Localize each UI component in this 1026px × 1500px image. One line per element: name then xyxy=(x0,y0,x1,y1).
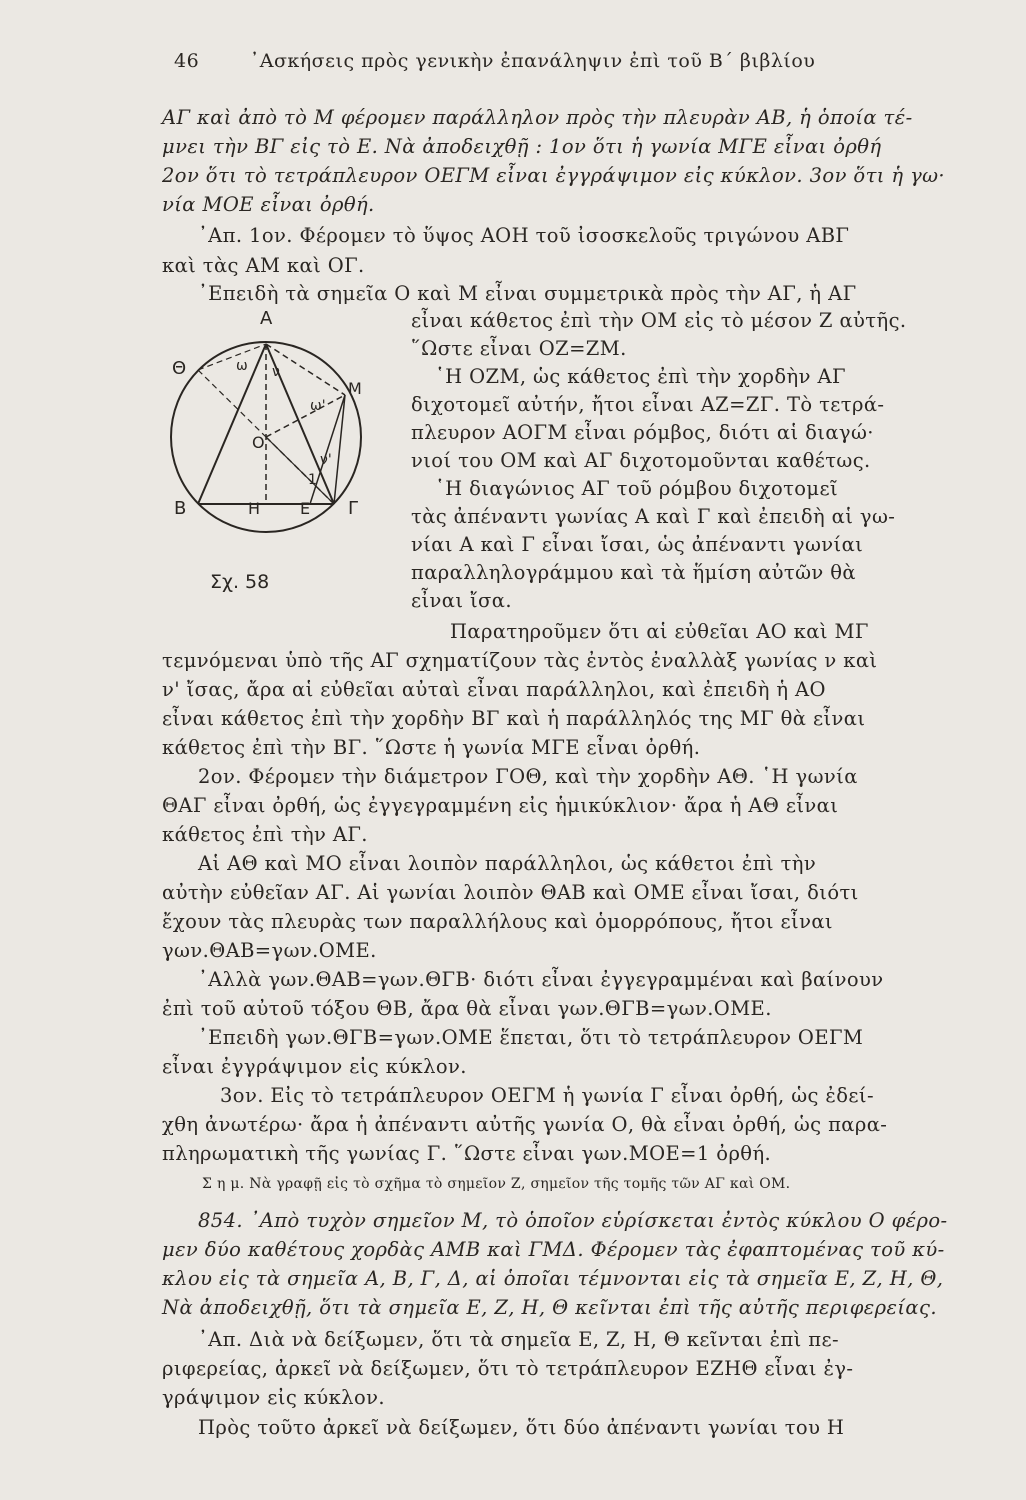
text-line: καὶ τὰς ΑΜ καὶ ΟΓ. xyxy=(162,254,365,277)
figure-caption: Σχ. 58 xyxy=(210,571,270,593)
text-line: 2ον ὅτι τὸ τετράπλευρον ΟΕΓΜ εἶναι ἐγγράψιμον εἰς κύκλον. 3ον ὅτι ἡ γω· xyxy=(162,164,946,187)
text-line: ν' ἴσας, ἄρα αἱ εὐθεῖαι αὐταὶ εἶναι παράλληλοι, καὶ ἐπειδὴ ἡ ΑΟ xyxy=(162,678,826,701)
text-line: πλευρον ΑΟΓΜ εἶναι ρόμβος, διότι αἱ διαγώ· xyxy=(411,421,874,444)
text-line: 2ον. Φέρομεν τὴν διάμετρον ΓΟΘ, καὶ τὴν χορδὴν ΑΘ. ῾Η γωνία xyxy=(198,765,858,788)
running-header xyxy=(174,50,815,72)
text-line: ᾿Αλλὰ γων.ΘΑΒ=γων.ΘΓΒ· διότι εἶναι ἐγγεγραμμέναι καὶ βαίνουν xyxy=(198,968,884,991)
text-line: ΘΑΓ εἶναι ὀρθή, ὡς ἐγγεγραμμένη εἰς ἡμικύκλιον· ἄρα ἡ ΑΘ εἶναι xyxy=(162,794,839,817)
label-b: Β xyxy=(174,498,187,519)
label-h: Η xyxy=(248,499,261,518)
text-line: κάθετος ἐπὶ τὴν ΑΓ. xyxy=(162,823,368,846)
text-line: Αἱ ΑΘ καὶ ΜΟ εἶναι λοιπὸν παράλληλοι, ὡς κάθετοι ἐπὶ τὴν xyxy=(198,852,817,875)
text-line: διχοτομεῖ αὐτήν, ἤτοι εἶναι ΑΖ=ΖΓ. Τὸ τετρά- xyxy=(411,393,885,416)
text-line: αὐτὴν εὐθεῖαν ΑΓ. Αἱ γωνίαι λοιπὸν ΘΑΒ καὶ ΟΜΕ εἶναι ἴσαι, διότι xyxy=(162,881,859,904)
text-line: εἶναι ἴσα. xyxy=(411,589,512,612)
label-one: 1 xyxy=(308,472,317,488)
label-nu: ν xyxy=(272,364,280,380)
text-line: πληρωματικὴ τῆς γωνίας Γ. ῞Ωστε εἶναι γων.ΜΟΕ=1 ὀρθή. xyxy=(162,1142,772,1165)
text-line: Νὰ ἀποδειχθῇ, ὅτι τὰ σημεῖα Ε, Ζ, Η, Θ κεῖνται ἐπὶ τῆς αὐτῆς περιφερείας. xyxy=(162,1296,937,1319)
text-line: εἶναι κάθετος ἐπὶ τὴν ΟΜ εἰς τὸ μέσον Ζ αὐτῆς. xyxy=(411,309,907,332)
text-line: νία ΜΟΕ εἶναι ὀρθή. xyxy=(162,193,375,216)
text-line: παραλληλογράμμου καὶ τὰ ἥμίση αὐτῶν θὰ xyxy=(411,561,856,584)
text-line: μεν δύο καθέτους χορδὰς ΑΜΒ καὶ ΓΜΔ. Φέρομεν τὰς ἐφαπτομένας τοῦ κύ- xyxy=(162,1238,945,1261)
geometry-figure xyxy=(160,300,390,600)
text-line: ᾿Επειδὴ γων.ΘΓΒ=γων.ΟΜΕ ἕπεται, ὅτι τὸ τετράπλευρον ΟΕΓΜ xyxy=(198,1026,864,1049)
text-line: μνει τὴν ΒΓ εἰς τὸ Ε. Νὰ ἀποδειχθῇ : 1ον ὅτι ἡ γωνία ΜΓΕ εἶναι ὀρθή xyxy=(162,135,882,158)
text-line: εἶναι ἐγγράψιμον εἰς κύκλον. xyxy=(162,1055,467,1078)
text-line: κλου εἰς τὰ σημεῖα Α, Β, Γ, Δ, αἱ ὁποῖαι τέμνονται εἰς τὰ σημεῖα Ε, Ζ, Η, Θ, xyxy=(162,1267,944,1290)
text-line: τεμνόμεναι ὑπὸ τῆς ΑΓ σχηματίζουν τὰς ἐντὸς ἐναλλὰξ γωνίας ν καὶ xyxy=(162,649,878,672)
text-line: γράψιμον εἰς κύκλον. xyxy=(162,1386,385,1409)
label-omega-prime: ω' xyxy=(310,398,326,414)
text-line: εἶναι κάθετος ἐπὶ τὴν χορδὴν ΒΓ καὶ ἡ παράλληλός της ΜΓ θὰ εἶναι xyxy=(162,707,866,730)
label-omega: ω xyxy=(236,358,248,374)
text-line: ᾿Απ. Διὰ νὰ δείξωμεν, ὅτι τὰ σημεῖα Ε, Ζ, Η, Θ κεῖνται ἐπὶ πε- xyxy=(198,1328,840,1351)
label-o: Ο xyxy=(252,433,265,452)
text-line: ᾿Απ. 1ον. Φέρομεν τὸ ὕψος ΑΟΗ τοῦ ἰσοσκελοῦς τριγώνου ΑΒΓ xyxy=(198,224,850,247)
text-line: ΑΓ καὶ ἀπὸ τὸ Μ φέρομεν παράλληλον πρὸς τὴν πλευρὰν ΑΒ, ἡ ὁποία τέ- xyxy=(162,106,913,129)
text-line: τὰς ἀπέναντι γωνίας Α καὶ Γ καὶ ἐπειδὴ αἱ γω- xyxy=(411,505,896,528)
label-g: Γ xyxy=(348,498,359,519)
text-line: 3ον. Εἰς τὸ τετράπλευρον ΟΕΓΜ ἡ γωνία Γ εἶναι ὀρθή, ὡς ἐδεί- xyxy=(220,1084,874,1107)
label-e: Ε xyxy=(300,499,311,518)
text-line: 854. ᾿Απὸ τυχὸν σημεῖον Μ, τὸ ὁποῖον εὑρίσκεται ἐντὸς κύκλου Ο φέρο- xyxy=(198,1209,948,1232)
text-line: ριφερείας, ἀρκεῖ νὰ δείξωμεν, ὅτι τὸ τετράπλευρον ΕΖΗΘ εἶναι ἐγ- xyxy=(162,1357,854,1380)
text-line: νίαι Α καὶ Γ εἶναι ἴσαι, ὡς ἀπέναντι γωνίαι xyxy=(411,533,864,556)
side-ab xyxy=(198,344,266,504)
text-line: ἐπὶ τοῦ αὐτοῦ τόξου ΘΒ, ἄρα θὰ εἶναι γων.ΘΓΒ=γων.ΟΜΕ. xyxy=(162,997,772,1020)
text-line: νιοί του ΟΜ καὶ ΑΓ διχοτομοῦνται καθέτως. xyxy=(411,449,871,472)
label-nu-prime: ν' xyxy=(320,452,332,468)
text-line: Παρατηροῦμεν ὅτι αἱ εὐθεῖαι ΑΟ καὶ ΜΓ xyxy=(450,620,869,643)
text-line: ἔχουν τὰς πλευρὰς των παραλλήλους καὶ ὁμορρόπους, ἤτοι εἶναι xyxy=(162,910,833,933)
text-line: ῾Η ΟΖΜ, ὡς κάθετος ἐπὶ τὴν χορδὴν ΑΓ xyxy=(435,365,846,388)
text-line: ῞Ωστε εἶναι ΟΖ=ΖΜ. xyxy=(411,337,627,360)
text-line: Σ η μ. Νὰ γραφῇ εἰς τὸ σχῆμα τὸ σημεῖον Ζ, σημεῖον τῆς τομῆς τῶν ΑΓ καὶ ΟΜ. xyxy=(202,1176,791,1192)
text-line: ᾿Επειδὴ τὰ σημεῖα Ο καὶ Μ εἶναι συμμετρικὰ πρὸς τὴν ΑΓ, ἡ ΑΓ xyxy=(198,282,857,305)
label-theta: Θ xyxy=(172,358,187,379)
text-line: ῾Η διαγώνιος ΑΓ τοῦ ρόμβου διχοτομεῖ xyxy=(435,477,839,500)
text-line: γων.ΘΑΒ=γων.ΟΜΕ. xyxy=(162,939,377,962)
label-a: Α xyxy=(260,308,273,329)
text-line: χθη ἀνωτέρω· ἄρα ἡ ἀπέναντι αὐτῆς γωνία Ο, θὰ εἶναι ὀρθή, ὡς παρα- xyxy=(162,1113,888,1136)
label-m: Μ xyxy=(348,379,362,398)
text-line: Πρὸς τοῦτο ἀρκεῖ νὰ δείξωμεν, ὅτι δύο ἀπέναντι γωνίαι του Η xyxy=(198,1416,845,1439)
page-number: 46 xyxy=(174,50,200,72)
text-line: κάθετος ἐπὶ τὴν ΒΓ. ῞Ωστε ἡ γωνία ΜΓΕ εἶναι ὀρθή. xyxy=(162,736,701,759)
header-title: ᾿Ασκήσεις πρὸς γενικὴν ἐπανάληψιν ἐπὶ τοῦ Β΄ βιβλίου xyxy=(249,50,816,72)
